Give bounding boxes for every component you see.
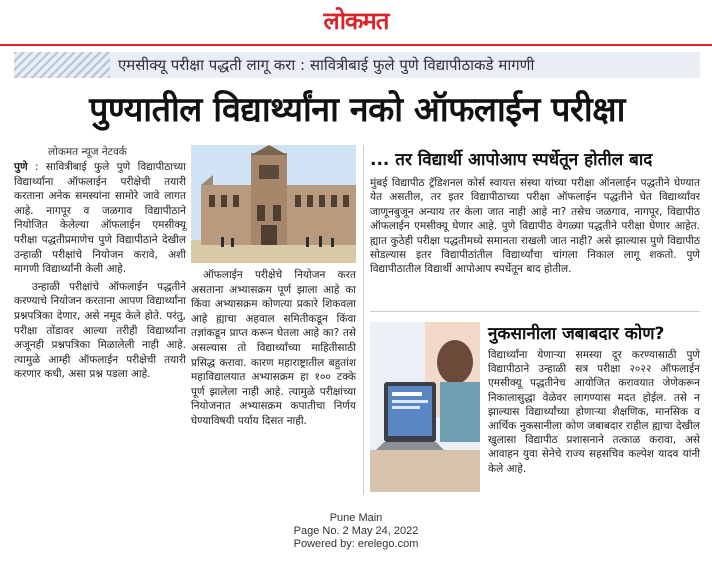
logo-text: लोकमत [323, 6, 389, 35]
right-column-bottom [488, 348, 700, 476]
page-info: Page No. 2 May 24, 2022 [293, 525, 419, 537]
kicker-bar [14, 52, 700, 78]
laptop-icon [370, 322, 480, 492]
left-column [14, 160, 186, 385]
student-laptop-image [370, 322, 480, 492]
column-divider [363, 145, 364, 495]
paragraph: उन्हाळी परीक्षांचे ऑफलाईन पद्धतीने करण्याचे नियोजन करताना आपण विद्यार्थ्यांना प्रश्नपत्रिका देणार, असे नमूद केले होते. परंतु, परीक्षा तोंडावर आल्या तरीही विद्यार्थ्यांना अजूनही प्रश्नपत्रिका मिळालेली नाही आहे. त्यामुळे आम्ही ऑफलाईन परीक्षेची तयारी करणार कधी, असा प्रश्न पडला आहे. [14, 280, 186, 381]
right-column-top [370, 176, 700, 277]
paragraph: ऑफलाईन परीक्षेचे नियोजन करत असताना अभ्यासक्रम पूर्ण झाला आहे का किंवा अभ्यासक्रम कोणत्या प्रकारे शिकवला आहे ह्याचा अहवाल समितीकडून किंवा तज्ञांकडून प्राप्त करून घेतला आहे का? तसे असल्यास तो विद्यार्थ्यांच्या माहितीसाठी प्रसिद्ध करावा. कारण महाराष्ट्रातील बहुतांश महाविद्यालयात अभ्यासक्रम हा १०० टक्के पूर्ण झालेला नाही आहे. त्यामुळे परीक्षांच्या नियोजनात अभ्यासक्रम कपातीचा निर्णय घेण्याविषयी पर्याय दिसत नाही. [191, 269, 356, 427]
middle-column [191, 268, 356, 429]
subheading-responsibility: नुकसानीला जबाबदार कोण? [488, 324, 665, 344]
paragraph [14, 160, 186, 277]
paragraph-text: : सावित्रीबाई फुले पुणे विद्यापीठाच्या विद्यार्थ्यांना ऑफलाईन परीक्षेची तयारी करताना अनेक समस्यांना सामोरे जावे लागत आहे. नागपूर व जळगाव विद्यापीठाने नियोजित केलेल्या ऑफलाईन एमसीक्यू परीक्षा पद्धतीप्रमाणेच पुणे विद्यापीठाने देखील उन्हाळी परीक्षांचे नियोजन करावे, अशी मागणी विद्यार्थ्यांनी केली आहे. [14, 161, 186, 276]
dateline: पुणे [14, 161, 28, 173]
edition-label: Pune Main [329, 512, 383, 524]
byline: लोकमत न्यूज नेटवर्क [48, 146, 127, 158]
masthead-rule [0, 44, 712, 46]
university-building-image [191, 145, 356, 263]
headline: पुण्यातील विद्यार्थ्यांना नको ऑफलाईन परीक्षा [89, 90, 625, 130]
newspaper-logo[interactable] [296, 6, 416, 36]
paragraph: विद्यार्थ्यांना येणाऱ्या समस्या दूर करण्यासाठी पुणे विद्यापीठाने उन्हाळी सत्र परीक्षा २०२२ ऑफलाईन एमसीक्यू पद्धतीनेच आयोजित करावयात जेणेकरून निकालासुद्धा वेळेवर लागण्यास मदत होईल. तसे न झाल्यास विद्यार्थ्यांच्या होणाऱ्या शैक्षणिक, मानसिक व आर्थिक नुकसानीला कोण जबाबदार राहील ह्याचा देखील खुलासा विद्यापीठ प्रशासनाने तत्काळ करावा, असे आवाहन युवा सेनेचे राज्य सहसचिव कल्पेश यादव यांनी केले आहे. [488, 349, 700, 475]
masthead [0, 0, 712, 40]
kicker: एमसीक्यू परीक्षा पद्धती लागू करा : सावित्रीबाई फुले पुणे विद्यापीठाकडे मागणी [118, 56, 535, 74]
section-divider [370, 311, 700, 312]
paragraph: मुंबई विद्यापीठ ट्रॅडिशनल कोर्स स्वायत्त संस्था यांच्या परीक्षा ऑनलाईन पद्धतीने घेण्यात येत असतील, तर इतर विद्यापीठाच्या परीक्षा ऑफलाईन पद्धतीने घेत विद्यार्थ्यांवर जाणूनबुजून अन्याय तर केला जात नाही आहे ना? तसेच जळगाव, नागपूर, विद्यापीठ ऑफलाईन एमसीक्यू घेणार आहे. पुणे विद्यापीठ वेगळ्या पद्धतीने परीक्षा घेणार आहेत. ह्यात कुठेही परीक्षा पद्धतीमध्ये समानता राखली जात नाही? असे झाल्यास पुणे विद्यापीठ सोडल्यास इतर विद्यापीठांतील विद्यार्थ्यांचा चांगला निकाल लागू शकतो. पुणे विद्यापीठातील विद्यार्थी आपोआप स्पर्धेतून बाद होतील. [370, 177, 700, 276]
subheading-competition: ... तर विद्यार्थी आपोआप स्पर्धेतून होतील बाद [370, 150, 653, 170]
page-footer [0, 512, 712, 551]
university-building-icon [191, 145, 356, 263]
powered-by-link[interactable]: Powered by: erelego.com [293, 538, 419, 550]
kicker-hatch-decoration [14, 52, 110, 78]
